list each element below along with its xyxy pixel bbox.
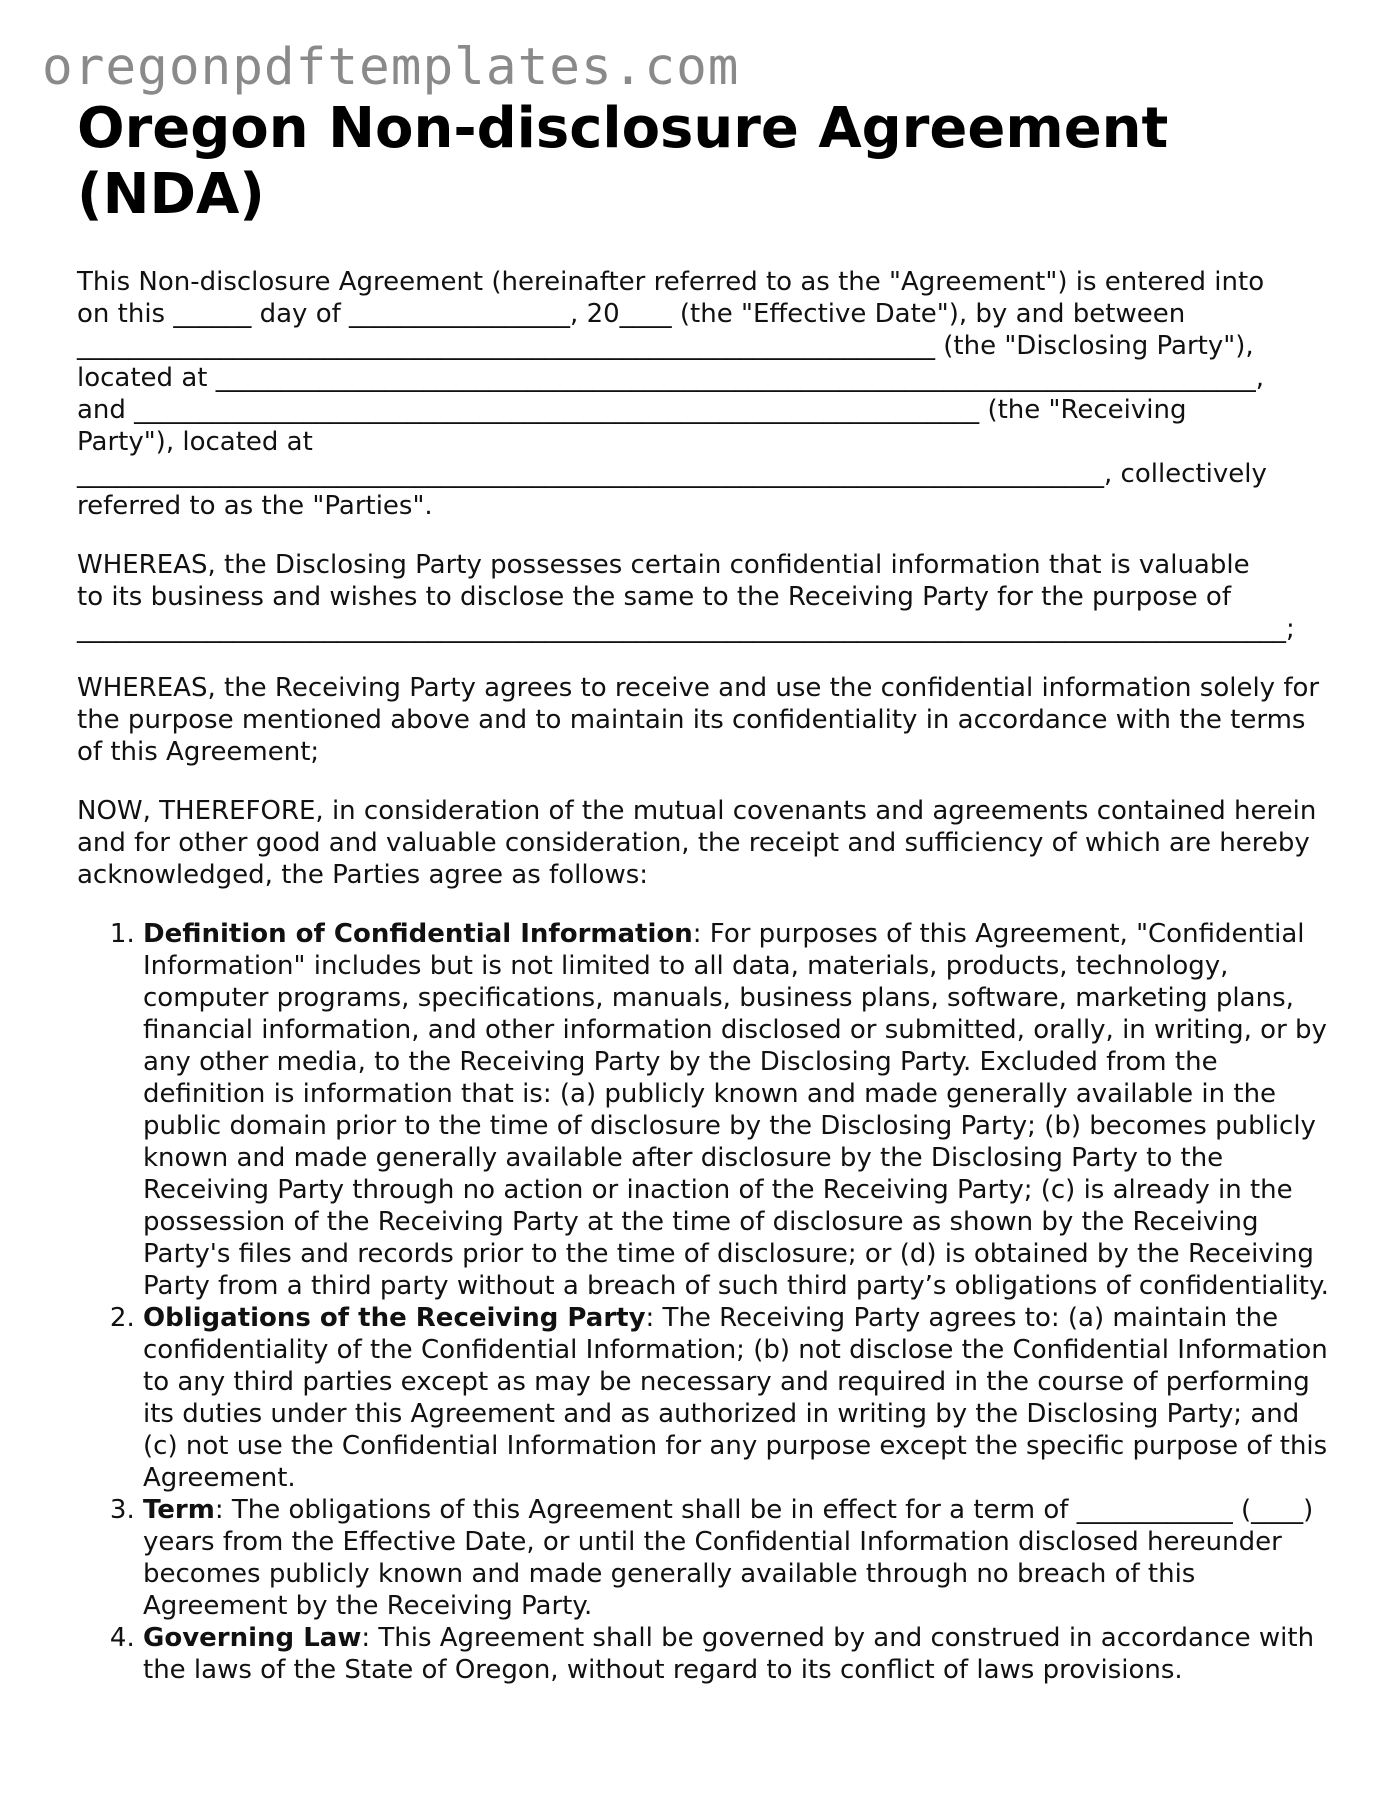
- clause-item: [143, 1494, 1337, 1622]
- intro-line: and _________________________________________________________________ (the "Receiving: [77, 395, 1187, 425]
- whereas-line: WHEREAS, the Disclosing Party possesses certain confidential information that is valuable: [77, 550, 1250, 580]
- intro-line: __________________________________________________________________ (the "Disclosing Party"),: [77, 331, 1254, 361]
- clause-heading: Term: [143, 1495, 215, 1525]
- document-title: Oregon Non-disclosure Agreement (NDA): [77, 96, 1169, 227]
- clause-list: [77, 918, 1337, 1686]
- intro-line: _______________________________________________________________________________, collectively: [77, 459, 1267, 489]
- clause-text: : This Agreement shall be governed by and construed in accordance with the laws of the State of Oregon, without regard to its conflict of laws provisions.: [143, 1623, 1315, 1685]
- intro-line: Party"), located at: [77, 427, 313, 457]
- clause-text: : The Receiving Party agrees to: (a) maintain the confidentiality of the Confidential Information; (b) not disclose the Confidential Information to any third parties except as may be necessary and required in the course of performing its duties under this Agreement and as authorized in writing by the Disclosing Party; and (c) not use the Confidential Information for any purpose except the specific purpose of this Agreement.: [143, 1303, 1328, 1493]
- watermark: oregonpdftemplates.com: [42, 38, 740, 97]
- clause-heading: Obligations of the Receiving Party: [143, 1303, 646, 1333]
- whereas-paragraph-2: WHEREAS, the Receiving Party agrees to receive and use the confidential information solely for the purpose mentioned above and to maintain its confidentiality in accordance with the terms of this Agreement;: [77, 673, 1320, 767]
- clause-item: [143, 1622, 1337, 1686]
- whereas-line: _____________________________________________________________________________________________;: [77, 614, 1295, 644]
- intro-paragraph: [77, 266, 1337, 522]
- clause-item: [143, 918, 1337, 1302]
- clause-text: : The obligations of this Agreement shall be in effect for a term of ____________ (____) years from the Effective Date, or until the Confidential Information disclosed hereunder becomes publicly known and made generally available through no breach of this Agreement by the Receiving Party.: [143, 1495, 1314, 1621]
- clause-item: [143, 1302, 1337, 1494]
- intro-line: on this ______ day of _________________, 20____ (the "Effective Date"), by and between: [77, 299, 1186, 329]
- document-body: [77, 266, 1337, 1686]
- intro-line: located at ________________________________________________________________________________,: [77, 363, 1264, 393]
- now-therefore-paragraph: NOW, THEREFORE, in consideration of the mutual covenants and agreements contained herein and for other good and valuable consideration, the receipt and sufficiency of which are hereby acknowledged, the Parties agree as follows:: [77, 796, 1317, 890]
- clause-heading: Definition of Confidential Information: [143, 919, 693, 949]
- whereas-paragraph-1: [77, 549, 1337, 645]
- intro-line: This Non-disclosure Agreement (hereinafter referred to as the "Agreement") is entered into: [77, 267, 1265, 297]
- whereas-line: to its business and wishes to disclose the same to the Receiving Party for the purpose of: [77, 582, 1231, 612]
- clause-heading: Governing Law: [143, 1623, 362, 1653]
- intro-line: referred to as the "Parties".: [77, 491, 433, 521]
- document-page: [77, 96, 1337, 1686]
- clause-text: : For purposes of this Agreement, "Confidential Information" includes but is not limited to all data, materials, products, technology, computer programs, specifications, manuals, business plans, software, marketing plans, financial information, and other information disclosed or submitted, orally, in writing, or by any other media, to the Receiving Party by the Disclosing Party. Excluded from the definition is information that is: (a) publicly known and made generally available in the public domain prior to the time of disclosure by the Disclosing Party; (b) becomes publicly known and made generally available after disclosure by the Disclosing Party to the Receiving Party through no action or inaction of the Receiving Party; (c) is already in the possession of the Receiving Party at the time of disclosure as shown by the Receiving Party's files and records prior to the time of disclosure; or (d) is obtained by the Receiving Party from a third party without a breach of such third party’s obligations of confidentiality.: [143, 919, 1329, 1301]
